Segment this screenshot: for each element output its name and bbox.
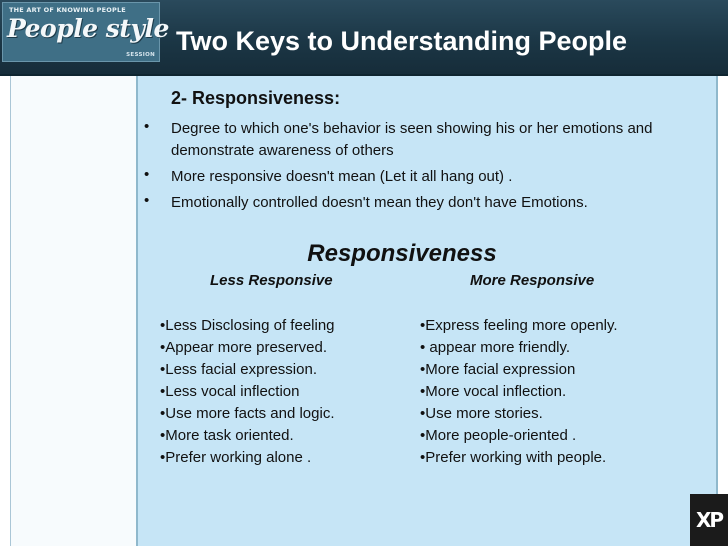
more-responsive-heading: More Responsive <box>470 272 595 289</box>
list-item: •More people-oriented . <box>420 427 577 444</box>
less-responsive-list <box>160 315 335 469</box>
slide-title: Two Keys to Understanding People <box>176 26 628 56</box>
logo-tagline: THE ART OF KNOWING PEOPLE <box>9 6 126 14</box>
bullet-marker: • <box>144 118 150 135</box>
section-subheading: 2- Responsiveness: <box>171 88 341 108</box>
less-responsive-heading: Less Responsive <box>210 272 333 289</box>
list-item: •Express feeling more openly. <box>420 317 618 334</box>
list-item: •Less vocal inflection <box>160 383 300 400</box>
list-item: •More facial expression <box>420 361 576 378</box>
list-item: • appear more friendly. <box>420 339 571 356</box>
bullet-marker: • <box>144 192 150 209</box>
bullet-item: Degree to which one's behavior is seen showing his or her emotions and demonstrate awareness of others <box>171 120 653 159</box>
bullet-marker: • <box>144 166 150 183</box>
xp-logo-badge: XP <box>690 494 728 546</box>
more-responsive-list <box>420 315 618 469</box>
bullet-item: Emotionally controlled doesn't mean they don't have Emotions. <box>171 194 588 211</box>
list-item: •Less Disclosing of feeling <box>160 317 335 334</box>
list-item: •More vocal inflection. <box>420 383 567 400</box>
list-item: •Prefer working with people. <box>420 449 607 466</box>
logo-wordmark: People style <box>7 14 169 43</box>
list-item: •Prefer working alone . <box>160 449 312 466</box>
responsiveness-heading: Responsiveness <box>307 240 497 267</box>
list-item: •Use more facts and logic. <box>160 405 335 422</box>
left-margin-panel <box>10 76 136 546</box>
bullet-item: More responsive doesn't mean (Let it all hang out) . <box>171 168 513 185</box>
list-item: •More task oriented. <box>160 427 294 444</box>
people-style-logo <box>2 2 169 62</box>
list-item: •Appear more preserved. <box>160 339 327 356</box>
logo-session-label: SESSION <box>126 52 155 58</box>
list-item: •Use more stories. <box>420 405 543 422</box>
list-item: •Less facial expression. <box>160 361 317 378</box>
